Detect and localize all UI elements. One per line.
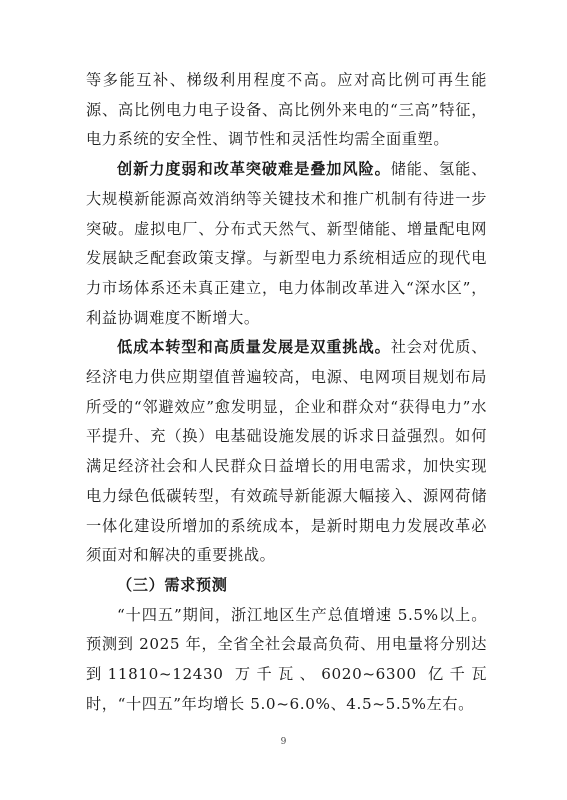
paragraph-text: 社会对优质、经济电力供应期望值普遍较高，电源、电网项目规划布局所受的“邻避效应”愈发明显，企业和群众对“获得电力”水平提升、充（换）电基础设施发展的诉求日益强烈。如何满足经济社会和人民群众日益增长的用电需求，加快实现电力绿色低碳转型，有效疏导新能源大幅接入、源网荷储一体化建设所增加的系统成本，是新时期电力发展改革必须面对和解决的重要挑战。 bbox=[86, 338, 487, 565]
paragraph-lead-bold: 创新力度弱和改革突破难是叠加风险。 bbox=[117, 160, 391, 179]
paragraph-lead-bold: 低成本转型和高质量发展是双重挑战。 bbox=[117, 338, 391, 357]
paragraph-low-cost-challenge bbox=[86, 333, 487, 571]
paragraph-text: “十四五”期间，浙江地区生产总值增速 5.5%以上。预测到 2025 年，全省全社会最高负荷、用电量将分别达到11810~12430 万千瓦、6020~6300 亿千瓦时，“十四五”年均增长 5.0~6.0%、4.5~5.5%左右。 bbox=[86, 605, 487, 713]
paragraph-demand-forecast bbox=[86, 601, 487, 720]
paragraph-text: 等多能互补、梯级利用程度不高。应对高比例可再生能源、高比例电力电子设备、高比例外来电的“三高”特征，电力系统的安全性、调节性和灵活性均需全面重塑。 bbox=[86, 71, 487, 149]
section-heading: （三）需求预测 bbox=[117, 575, 228, 594]
paragraph-continuation bbox=[86, 66, 487, 155]
paragraph-innovation-risk bbox=[86, 155, 487, 333]
paragraph-text: 储能、氢能、大规模新能源高效消纳等关键技术和推广机制有待进一步突破。虚拟电厂、分布式天然气、新型储能、增量配电网发展缺乏配套政策支撑。与新型电力系统相适应的现代电力市场体系还未真正建立，电力体制改革进入“深水区”，利益协调难度不断增大。 bbox=[86, 160, 487, 327]
page-number: 9 bbox=[280, 737, 287, 747]
